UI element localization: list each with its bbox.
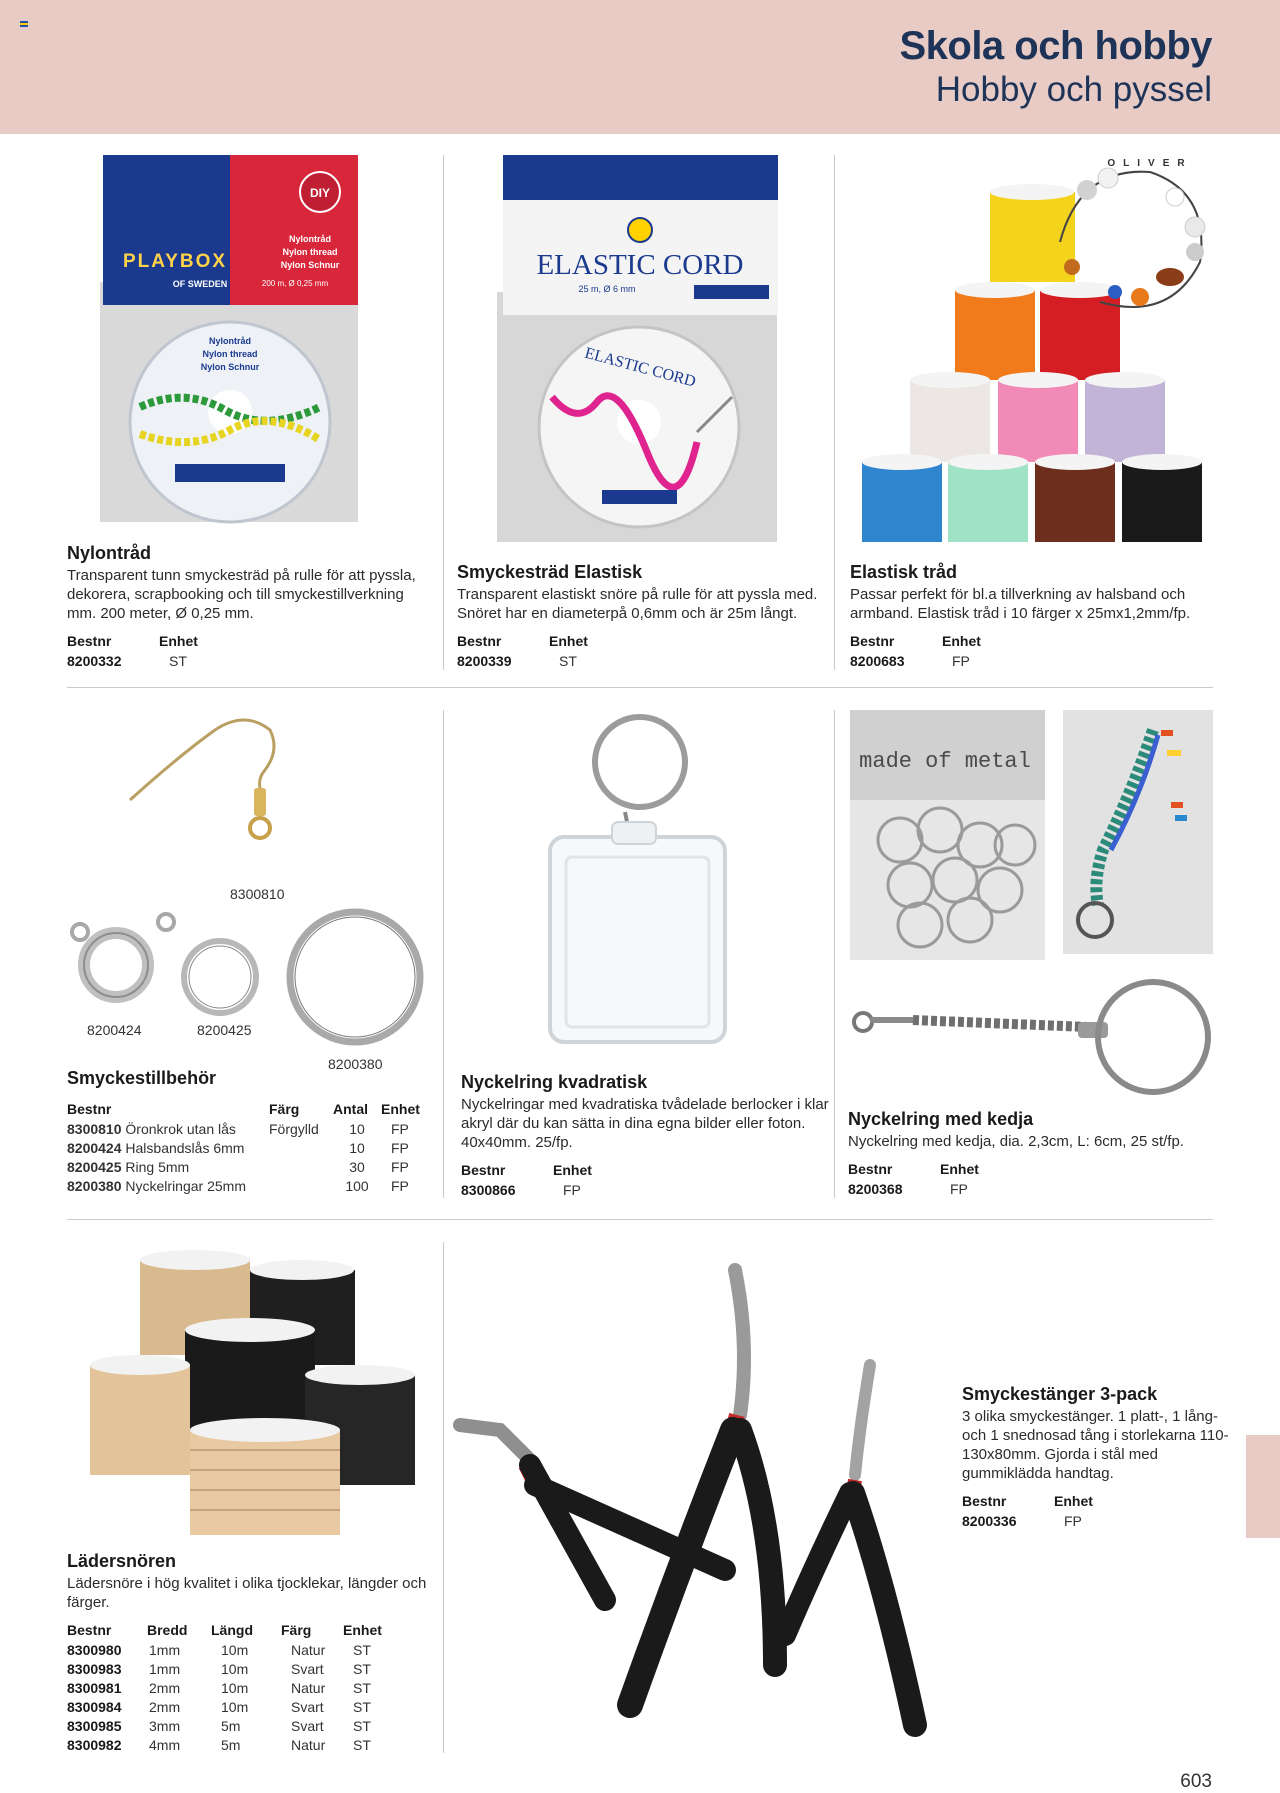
- product-description: Nyckelring med kedja, dia. 2,3cm, L: 6cm, 25 st/fp.: [848, 1133, 1184, 1150]
- item-name: Halsbandslås 6mm: [125, 1139, 245, 1156]
- table-row: [67, 1735, 371, 1754]
- product-spec-table: [67, 1622, 382, 1640]
- item-length: 10m: [221, 1641, 249, 1658]
- item-qty: 100: [345, 1177, 369, 1194]
- product-title: Smyckestänger 3-pack: [962, 1384, 1158, 1404]
- col-bestnr: Bestnr: [461, 1162, 506, 1178]
- col-bredd: Bredd: [147, 1622, 188, 1638]
- product-kedja: [848, 1109, 1218, 1198]
- product-spec-table: [67, 1101, 420, 1195]
- col-bestnr: Bestnr: [67, 1622, 112, 1638]
- package-line: Nylontråd: [288, 234, 332, 244]
- bracelet-text: OLIVER: [1107, 158, 1193, 169]
- spool: [998, 372, 1078, 462]
- product-description: 3 olika smyckestänger. 1 platt-, 1 lång- och 1 snednosad tång i storlekarna 110-130x80mm. Gjorda i stål med gummiklädda handtag.: [962, 1408, 1229, 1482]
- reel-name: ELASTIC CORD: [582, 344, 698, 391]
- item-unit: ST: [353, 1736, 371, 1753]
- item-width: 1mm: [149, 1641, 181, 1658]
- bestnr: 8200368: [848, 1180, 903, 1197]
- item-width: 4mm: [149, 1736, 181, 1753]
- elastic-thread-spools-image: [850, 152, 1220, 542]
- package-brand-sub: OF SWEDEN: [172, 279, 228, 289]
- bestnr: 8300984: [67, 1698, 122, 1715]
- reel-line: Nylon thread: [202, 349, 258, 359]
- item-length: 10m: [221, 1698, 249, 1715]
- image-label: 8300810: [230, 886, 285, 902]
- product-kvadratisk: [461, 1072, 829, 1199]
- product-spec-table: [850, 633, 981, 670]
- item-name: Ring 5mm: [125, 1158, 190, 1175]
- item-unit: ST: [353, 1641, 371, 1658]
- spool: [948, 454, 1028, 542]
- item-qty: 10: [349, 1120, 365, 1137]
- product-title: Smyckestillbehör: [67, 1068, 217, 1088]
- spool: [1085, 372, 1165, 462]
- bestnr: 8300982: [67, 1736, 122, 1753]
- chain-keyring-image: [848, 972, 1218, 1112]
- necklace-clasp-image: [66, 910, 181, 1010]
- item-color: [269, 1138, 333, 1157]
- product-title: Nylontråd: [67, 543, 152, 563]
- page-number: 603: [1180, 1771, 1212, 1792]
- bestnr: 8200424: [67, 1139, 122, 1156]
- package-name: ELASTIC CORD: [536, 249, 744, 281]
- item-color: [269, 1157, 333, 1176]
- col-bestnr: Bestnr: [848, 1161, 893, 1177]
- item-color: Natur: [291, 1736, 326, 1753]
- product-description: Passar perfekt för bl.a tillverkning av halsband och armband. Elastisk tråd i 10 färger x 25mx1,2mm/fp.: [850, 586, 1191, 622]
- table-row: [67, 1697, 371, 1716]
- bestnr: 8300810: [67, 1120, 122, 1137]
- item-color: [269, 1176, 333, 1195]
- item-color: Svart: [291, 1717, 324, 1734]
- item-unit: FP: [391, 1120, 409, 1137]
- col-enhet: Enhet: [942, 633, 981, 649]
- elastic-cord-package-image: [497, 152, 782, 547]
- product-tanger: [962, 1384, 1230, 1530]
- col-enhet: Enhet: [553, 1162, 592, 1178]
- package-spec: 200 m, Ø 0,25 mm: [261, 279, 329, 288]
- item-color: Natur: [291, 1641, 326, 1658]
- col-langd: Längd: [211, 1622, 253, 1638]
- page-title: Skola och hobby: [899, 24, 1212, 68]
- bestnr: 8300985: [67, 1717, 122, 1734]
- table-row: [67, 1157, 420, 1176]
- product-description: Transparent elastiskt snöre på rulle för att pyssla med. Snöret har en diameterpå 0,6mm och är 25m långt.: [457, 586, 818, 622]
- col-bestnr: Bestnr: [67, 1101, 112, 1117]
- col-bestnr: Bestnr: [962, 1493, 1007, 1509]
- bestnr: 8200339: [457, 652, 512, 669]
- item-width: 2mm: [149, 1698, 181, 1715]
- item-length: 10m: [221, 1679, 249, 1696]
- item-length: 10m: [221, 1660, 249, 1677]
- table-row: [67, 1138, 420, 1157]
- jewelry-pliers-image: [455, 1265, 975, 1735]
- col-enhet: Enhet: [549, 633, 588, 649]
- image-label: 8200425: [197, 1022, 252, 1038]
- bestnr: 8300983: [67, 1660, 122, 1677]
- product-description: Nyckelringar med kvadratiska tvådelade berlocker i klar akryl där du kan sätta in dina egna bilder eller foton. 40x40mm. 25/fp.: [461, 1096, 829, 1151]
- enhet: FP: [563, 1181, 581, 1198]
- product-description: Lädersnöre i hög kvalitet i olika tjocklekar, längder och färger.: [67, 1575, 427, 1611]
- bestnr: 8300981: [67, 1679, 122, 1696]
- product-spec-table: [848, 1161, 979, 1198]
- spool: [910, 372, 990, 462]
- product-spec-table: [67, 633, 198, 670]
- package-spec: 25 m, Ø 6 mm: [578, 284, 636, 294]
- spool: [1122, 454, 1202, 542]
- col-bestnr: Bestnr: [67, 633, 112, 649]
- item-width: 2mm: [149, 1679, 181, 1696]
- table-row: [67, 1678, 371, 1697]
- spool: [955, 282, 1035, 380]
- product-spec-table: [962, 1493, 1093, 1530]
- reel-line: Nylon Schnur: [200, 362, 260, 372]
- reel-line: Nylontråd: [208, 336, 252, 346]
- item-color: Svart: [291, 1660, 324, 1677]
- col-bestnr: Bestnr: [850, 633, 895, 649]
- product-title: Smyckesträd Elastisk: [457, 562, 643, 582]
- item-length: 5m: [221, 1717, 241, 1734]
- image-label: 8200380: [328, 1056, 383, 1072]
- flag-icon: [20, 21, 28, 27]
- col-antal: Antal: [333, 1101, 368, 1117]
- diy-badge: DIY: [309, 186, 331, 200]
- col-enhet: Enhet: [159, 633, 198, 649]
- item-name: Nyckelringar 25mm: [125, 1177, 246, 1194]
- col-bestnr: Bestnr: [457, 633, 502, 649]
- bestnr: 8300980: [67, 1641, 122, 1658]
- product-spec-table: [457, 633, 588, 670]
- divider: [834, 710, 835, 1198]
- item-unit: ST: [353, 1717, 371, 1734]
- package-line: Nylon Schnur: [280, 260, 340, 270]
- item-unit: ST: [353, 1660, 371, 1677]
- bestnr: 8200332: [67, 652, 122, 669]
- item-color: Natur: [291, 1679, 326, 1696]
- spool: [190, 1418, 340, 1535]
- item-unit: FP: [391, 1158, 409, 1175]
- item-length: 5m: [221, 1736, 241, 1753]
- small-ring-image: [178, 935, 263, 1020]
- divider: [834, 155, 835, 670]
- key-ring-image: [280, 905, 430, 1055]
- col-enhet: Enhet: [940, 1161, 979, 1177]
- divider: [67, 687, 1213, 688]
- product-nylontrad: [67, 543, 427, 670]
- item-width: 1mm: [149, 1660, 181, 1677]
- page-header: [0, 0, 1280, 134]
- product-description: Transparent tunn smyckesträd på rulle för att pyssla, dekorera, scrapbooking och till smyckestillverkning mm. 200 meter, Ø 0,25 mm.: [67, 567, 416, 622]
- item-color: Förgylld: [269, 1120, 319, 1137]
- braided-keychain-image: [1063, 710, 1213, 954]
- image-label: 8200424: [87, 1022, 142, 1038]
- col-enhet: Enhet: [381, 1101, 420, 1117]
- item-unit: ST: [353, 1698, 371, 1715]
- item-unit: FP: [391, 1139, 409, 1156]
- table-row: [67, 1659, 371, 1678]
- bestnr: 8200683: [850, 652, 905, 669]
- bestnr: 8200425: [67, 1158, 122, 1175]
- package-brand: PLAYBOX: [122, 251, 228, 272]
- product-spec-table: [461, 1162, 592, 1199]
- product-title: Nyckelring kvadratisk: [461, 1072, 648, 1092]
- package-line: Nylon thread: [282, 247, 338, 257]
- item-color: Svart: [291, 1698, 324, 1715]
- product-title: Lädersnören: [67, 1551, 177, 1571]
- divider: [443, 710, 444, 1198]
- table-row: [67, 1640, 371, 1659]
- col-farg: Färg: [281, 1622, 312, 1638]
- item-width: 3mm: [149, 1717, 181, 1734]
- product-title: Elastisk tråd: [850, 562, 958, 582]
- item-unit: FP: [391, 1177, 409, 1194]
- enhet: FP: [1064, 1512, 1082, 1529]
- table-row: [67, 1119, 420, 1138]
- enhet: ST: [559, 652, 577, 669]
- bestnr: 8200336: [962, 1512, 1017, 1529]
- leather-cord-spools-image: [80, 1245, 420, 1545]
- col-enhet: Enhet: [1054, 1493, 1093, 1509]
- leather-rows: [67, 1640, 371, 1754]
- divider: [443, 1242, 444, 1753]
- enhet: ST: [169, 652, 187, 669]
- col-farg: Färg: [269, 1101, 300, 1117]
- spool: [862, 454, 942, 542]
- table-row: [67, 1176, 420, 1195]
- earring-hook-image: [120, 710, 300, 850]
- product-tillbehor: [67, 1068, 437, 1195]
- square-keyring-image: [530, 712, 730, 1052]
- product-title: Nyckelring med kedja: [848, 1109, 1034, 1129]
- nylon-thread-package-image: [95, 152, 365, 527]
- enhet: FP: [950, 1180, 968, 1197]
- item-qty: 30: [349, 1158, 365, 1175]
- spool: [1040, 282, 1120, 380]
- product-elastisk-trad: [850, 562, 1220, 670]
- divider: [67, 1219, 1213, 1220]
- item-qty: 10: [349, 1139, 365, 1156]
- spool: [90, 1355, 190, 1475]
- bestnr: 8200380: [67, 1177, 122, 1194]
- enhet: FP: [952, 652, 970, 669]
- product-lader: [67, 1551, 437, 1754]
- bestnr: 8300866: [461, 1181, 516, 1198]
- bag-text: made of metal: [859, 749, 1031, 774]
- side-tab: [1246, 1435, 1280, 1538]
- col-enhet: Enhet: [343, 1622, 382, 1638]
- product-elastisk: [457, 562, 827, 670]
- page-subtitle: Hobby och pyssel: [935, 70, 1212, 109]
- spool: [1035, 454, 1115, 542]
- metal-rings-bag-image: [850, 710, 1045, 960]
- item-unit: ST: [353, 1679, 371, 1696]
- table-row: [67, 1716, 371, 1735]
- item-name: Öronkrok utan lås: [125, 1120, 236, 1137]
- divider: [443, 155, 444, 670]
